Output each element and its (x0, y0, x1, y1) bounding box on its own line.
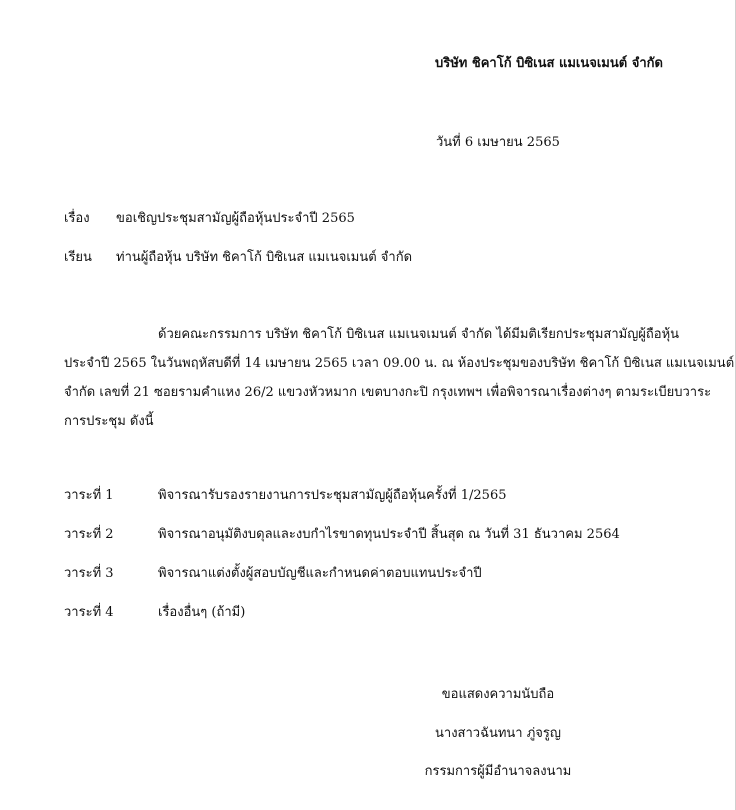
agenda-text: เรื่องอื่นๆ (ถ้ามี) (158, 605, 246, 620)
agenda-text: พิจารณาอนุมัติงบดุลและงบกำไรขาดทุนประจำปี สิ้นสุด ณ วันที่ 31 ธันวาคม 2564 (158, 527, 620, 542)
agenda-number: วาระที่ 3 (64, 566, 114, 581)
agenda-text: พิจารณารับรองรายงานการประชุมสามัญผู้ถือหุ้นครั้งที่ 1/2565 (158, 488, 507, 503)
agenda-number: วาระที่ 2 (64, 527, 114, 542)
body-line: ด้วยคณะกรรมการ บริษัท ชิคาโก้ บิซิเนส แมเนจเมนต์ จำกัด ได้มีมติเรียกประชุมสามัญผู้ถือหุ้น (158, 327, 680, 342)
agenda-number: วาระที่ 4 (64, 605, 114, 620)
subject-label: เรื่อง (64, 211, 90, 226)
agenda-number: วาระที่ 1 (64, 488, 114, 503)
body-line: จำกัด เลขที่ 21 ซอยรามคำแหง 26/2 แขวงหัวหมาก เขตบางกะปิ กรุงเทพฯ เพื่อพิจารณาเรื่องต่างๆ ตามระเบียบวาระ (64, 385, 712, 400)
subject-text: ขอเชิญประชุมสามัญผู้ถือหุ้นประจำปี 2565 (116, 211, 355, 226)
signer-name: นางสาวฉันทนา ภู่จรูญ (435, 725, 561, 741)
subject-line (64, 207, 355, 228)
agenda-text: พิจารณาแต่งตั้งผู้สอบบัญชีและกำหนดค่าตอบแทนประจำปี (158, 566, 482, 581)
agenda-item (64, 484, 620, 523)
recipient-label: เรียน (64, 250, 92, 265)
agenda-item (64, 523, 620, 562)
closing-block (424, 676, 572, 792)
agenda-item (64, 601, 620, 640)
body-paragraph (64, 320, 735, 436)
recipient-text: ท่านผู้ถือหุ้น บริษัท ชิคาโก้ บิซิเนส แมเนจเมนต์ จำกัด (116, 250, 413, 265)
recipient-line (64, 246, 412, 267)
company-name: บริษัท ชิคาโก้ บิซิเนส แมเนจเมนต์ จำกัด (435, 56, 663, 71)
agenda-list (64, 484, 620, 640)
closing-regards: ขอแสดงความนับถือ (441, 687, 555, 702)
letter-date: วันที่ 6 เมษายน 2565 (436, 135, 560, 150)
signer-position: กรรมการผู้มีอำนาจลงนาม (424, 764, 572, 779)
body-line: การประชุม ดังนี้ (64, 414, 154, 429)
body-line: ประจำปี 2565 ในวันพฤหัสบดีที่ 14 เมษายน 2565 เวลา 09.00 น. ณ ห้องประชุมของบริษัท ชิคาโก้ บิซิเนส แมเนจเมนต์ (64, 356, 735, 371)
agenda-item (64, 562, 620, 601)
